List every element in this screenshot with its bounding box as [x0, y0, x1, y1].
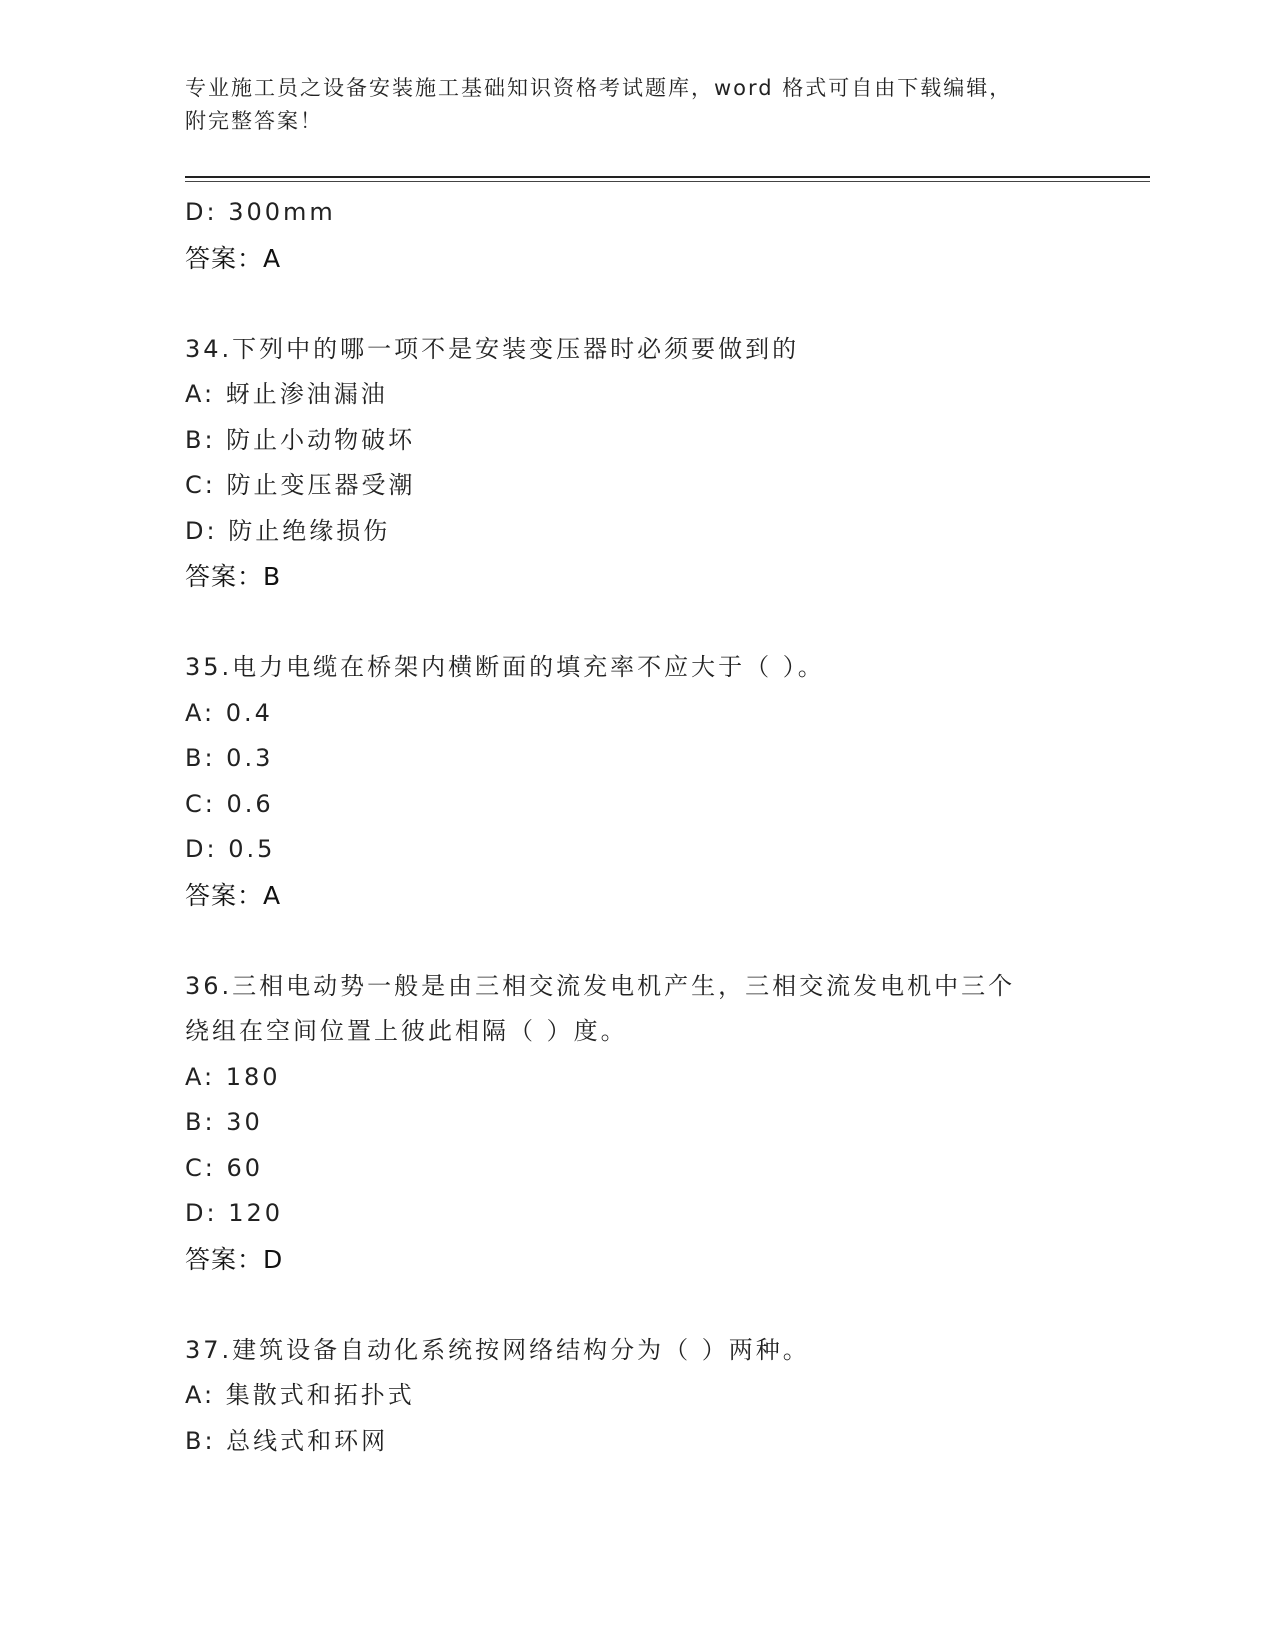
question-34 — [185, 327, 1145, 600]
header-line-1: 专业施工员之设备安装施工基础知识资格考试题库，word 格式可自由下载编辑， — [185, 76, 1013, 100]
option-d: D: 120 — [185, 1199, 284, 1227]
option-b: B: 30 — [185, 1108, 263, 1136]
question-stem-line-2: 绕组在空间位置上彼此相隔（ ）度。 — [185, 1017, 628, 1045]
document-header — [185, 72, 1085, 138]
spacer — [185, 1282, 1145, 1328]
answer: 答案：A — [185, 880, 282, 910]
header-line-2: 附完整答案！ — [185, 109, 323, 133]
prev-option-d: D: 300mm — [185, 198, 336, 226]
answer: 答案：D — [185, 1244, 284, 1274]
option-b: B: 防止小动物破坏 — [185, 425, 416, 454]
question-stem-line-1: 36.三相电动势一般是由三相交流发电机产生，三相交流发电机中三个 — [185, 971, 1016, 1000]
option-d: D: 防止绝缘损伤 — [185, 516, 391, 545]
option-a: A: 0.4 — [185, 698, 273, 727]
header-divider-thin — [185, 181, 1150, 182]
option-a: A: 180 — [185, 1062, 281, 1091]
question-37 — [185, 1328, 1145, 1465]
question-35 — [185, 645, 1145, 918]
question-stem: 37.建筑设备自动化系统按网络结构分为（ ）两种。 — [185, 1335, 810, 1364]
option-a: A: 蚜止渗油漏油 — [185, 380, 388, 408]
question-36 — [185, 964, 1145, 1283]
spacer — [185, 918, 1145, 964]
option-b: B: 0.3 — [185, 744, 274, 772]
prev-answer: 答案：A — [185, 243, 282, 273]
header-divider-thick — [185, 176, 1150, 178]
option-c: C: 0.6 — [185, 789, 274, 818]
option-c: C: 60 — [185, 1153, 264, 1182]
spacer — [185, 281, 1145, 327]
spacer — [185, 600, 1145, 646]
option-b: B: 总线式和环网 — [185, 1426, 389, 1455]
option-c: C: 防止变压器受潮 — [185, 471, 416, 499]
question-stem: 35.电力电缆在桥架内横断面的填充率不应大于（ ）。 — [185, 653, 825, 681]
question-stem: 34.下列中的哪一项不是安装变压器时必须要做到的 — [185, 334, 800, 363]
question-list — [185, 190, 1145, 1464]
answer: 答案：B — [185, 562, 282, 591]
option-d: D: 0.5 — [185, 835, 276, 863]
option-a: A: 集散式和拓扑式 — [185, 1381, 415, 1409]
